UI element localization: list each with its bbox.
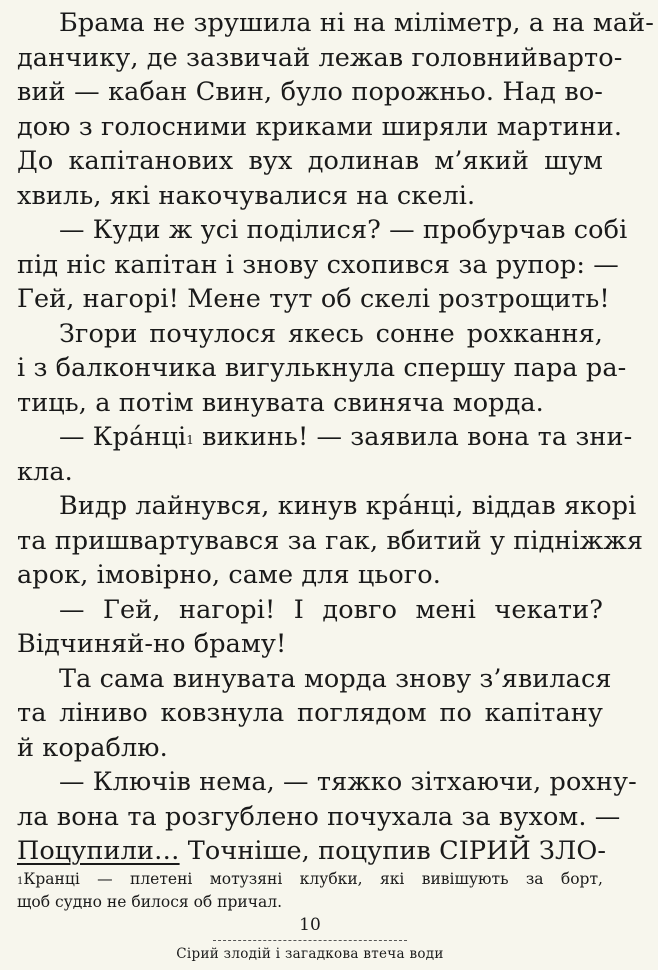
text-line: Гей, нагорі! Мене тут об скелі розтрощить! <box>17 284 610 314</box>
paragraph <box>17 765 637 869</box>
footnote-line <box>17 868 603 891</box>
paragraph <box>17 213 628 317</box>
text-line: кла. <box>17 456 73 487</box>
page-number: 10 <box>299 915 321 935</box>
text-line: й кораблю. <box>17 732 168 763</box>
text-line: хвиль, які накочувалися на скелі. <box>17 180 476 211</box>
text-line: Згори почулося якесь сонне рохкання, <box>59 318 603 349</box>
footnote-marker: 1 <box>17 876 24 887</box>
text-line: До капітанових вух долинав м’який шум <box>17 146 603 176</box>
text-line: дою з голосними криками ширяли мартини. <box>17 111 623 142</box>
paragraph <box>17 662 612 766</box>
footnote-reference: 1 <box>186 433 194 447</box>
text-line: тиць, а потім винувата свиняча морда. <box>17 387 544 418</box>
text-line: — Ключів нема, — тяжко зітхаючи, рохну- <box>59 767 637 797</box>
text-fragment: — Кра́нці <box>59 422 187 452</box>
text-line <box>17 420 633 455</box>
book-page-text <box>17 6 654 869</box>
text-line: та пришвартувався за гак, вбитий у підніжжя <box>17 525 644 556</box>
text-line: Видр лайнувся, кинув кра́нці, віддав якорі <box>59 491 637 521</box>
text-line: Брама не зрушила ні на міліметр, а на май- <box>59 8 654 38</box>
underlined-word: Поцупили… <box>17 836 180 866</box>
paragraph <box>17 317 627 421</box>
paragraph <box>17 6 654 213</box>
footnote-line: щоб судно не билося об причал. <box>17 893 283 911</box>
text-line <box>17 834 607 869</box>
paragraph <box>17 420 633 489</box>
paragraph <box>17 489 644 593</box>
text-line: Відчиняй-но браму! <box>17 629 287 659</box>
text-line: і з балкончика вигулькнула спершу пара ра- <box>17 353 627 383</box>
text-line: та ліниво ковзнула поглядом по капітану <box>17 698 603 728</box>
text-line: — Куди ж усі поділися? — пробурчав собі <box>59 215 628 245</box>
text-line: Та сама винувата морда знову з’явилася <box>59 663 612 694</box>
text-line: ла вона та розгублено почухала за вухом. — <box>17 801 621 832</box>
text-fragment: викинь! — заявила вона та зни- <box>193 422 633 452</box>
text-line: арок, імовірно, саме для цього. <box>17 560 441 590</box>
text-line: під ніс капітан і знову схопився за рупор: — <box>17 249 619 280</box>
text-line: вий — кабан Свин, було порожньо. Над во- <box>17 77 603 107</box>
footnote-text: Кранці — плетені мотузяні клубки, які вивішують за борт, <box>23 870 603 888</box>
text-line: — Гей, нагорі! І довго мені чекати? <box>59 594 603 625</box>
running-footer-title: Сірий злодій і загадкова втеча води <box>176 946 444 962</box>
footer-divider <box>213 940 407 941</box>
text-fragment: Точніше, поцупив СІРИЙ ЗЛО- <box>179 836 607 866</box>
text-line: данчику, де зазвичай лежав головнийварто- <box>17 42 623 73</box>
footnote <box>17 868 603 914</box>
paragraph <box>17 593 603 662</box>
